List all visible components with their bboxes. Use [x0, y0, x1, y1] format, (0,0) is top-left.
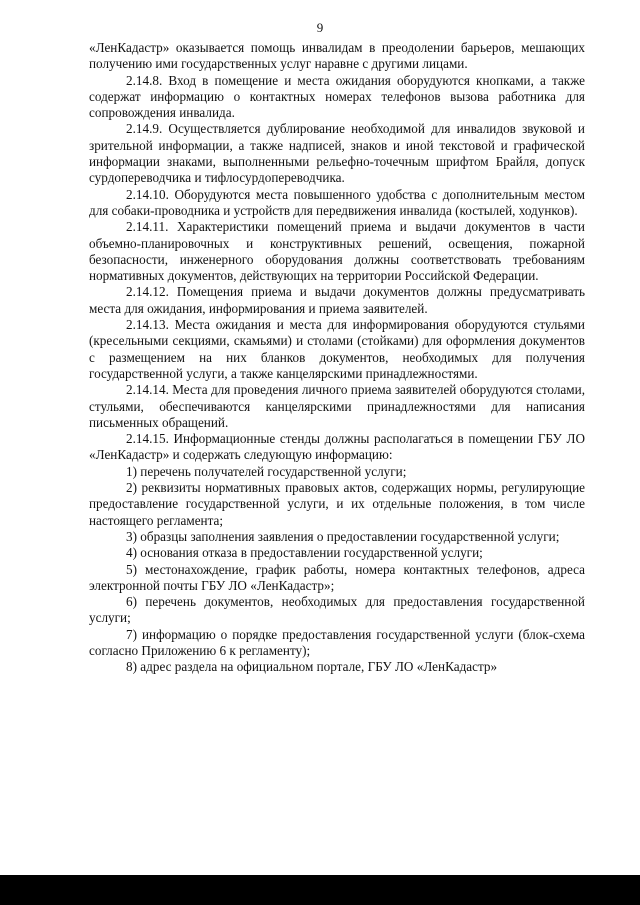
- list-item-2: 2) реквизиты нормативных правовых актов, содержащих нормы, регулирующие предоставление государственной услуги, и их отдельные положения, в том числе настоящего регламента;: [89, 480, 585, 528]
- list-item-4: 4) основания отказа в предоставлении государственной услуги;: [126, 545, 483, 561]
- page-number: 9: [316, 20, 324, 35]
- paragraph-2-14-8: 2.14.8. Вход в помещение и места ожидания оборудуются кнопками, а также содержат информацию о контактных номерах телефонов вызова работника для сопровождения инвалида.: [89, 72, 585, 121]
- document-body: [89, 40, 585, 676]
- paragraph-2-14-13: 2.14.13. Места ожидания и места для информирования оборудуются стульями (кресельными секциями, скамьями) и столами (стойками) для оформления документов с размещением на них бланков документов, необходимых для получения государственной услуги, а также канцелярскими принадлежностями.: [89, 317, 585, 381]
- paragraph-2-14-14: 2.14.14. Места для проведения личного приема заявителей оборудуются столами, стульями, обеспечиваются канцелярскими принадлежностями для написания письменных обращений.: [89, 382, 585, 430]
- paragraph-2-14-12: 2.14.12. Помещения приема и выдачи документов должны предусматривать места для ожидания, информирования и приема заявителей.: [89, 284, 585, 316]
- list-item-5: 5) местонахождение, график работы, номера контактных телефонов, адреса электронной почты ГБУ ЛО «ЛенКадастр»;: [89, 561, 585, 593]
- paragraph-continuation: «ЛенКадастр» оказывается помощь инвалидам в преодолении барьеров, мешающих получению ими государственных услуг наравне с другими лицами.: [89, 40, 585, 72]
- paragraph-2-14-11: 2.14.11. Характеристики помещений приема и выдачи документов в части объемно-планировочных и конструктивных решений, освещения, пожарной безопасности, инженерного оборудования должны соответствовать требованиям нормативных документов, действующих на территории Российской Федерации.: [89, 219, 585, 284]
- paragraph-2-14-15: 2.14.15. Информационные стенды должны располагаться в помещении ГБУ ЛО «ЛенКадастр» и содержать следующую информацию:: [89, 431, 585, 463]
- paragraph-2-14-10: 2.14.10. Оборудуются места повышенного удобства с дополнительным местом для собаки-проводника и устройств для передвижения инвалида (костылей, ходунков).: [89, 186, 585, 218]
- list-item-8: 8) адрес раздела на официальном портале, ГБУ ЛО «ЛенКадастр»: [126, 659, 498, 675]
- list-item-1: 1) перечень получателей государственной услуги;: [126, 463, 407, 479]
- paragraph-2-14-9: 2.14.9. Осуществляется дублирование необходимой для инвалидов звуковой и зрительной информации, а также надписей, знаков и иной текстовой и графической информации знаками, выполненными рельефно-точечным шрифтом Брайля, допуск сурдопереводчика и тифлосурдопереводчика.: [89, 121, 585, 186]
- list-item-6: 6) перечень документов, необходимых для предоставления государственной услуги;: [89, 594, 585, 626]
- list-item-3: 3) образцы заполнения заявления о предоставлении государственной услуги;: [126, 528, 560, 544]
- scan-border-bar: [0, 875, 640, 905]
- list-item-7: 7) информацию о порядке предоставления государственной услуги (блок-схема согласно Приложению 6 к регламенту);: [89, 626, 585, 658]
